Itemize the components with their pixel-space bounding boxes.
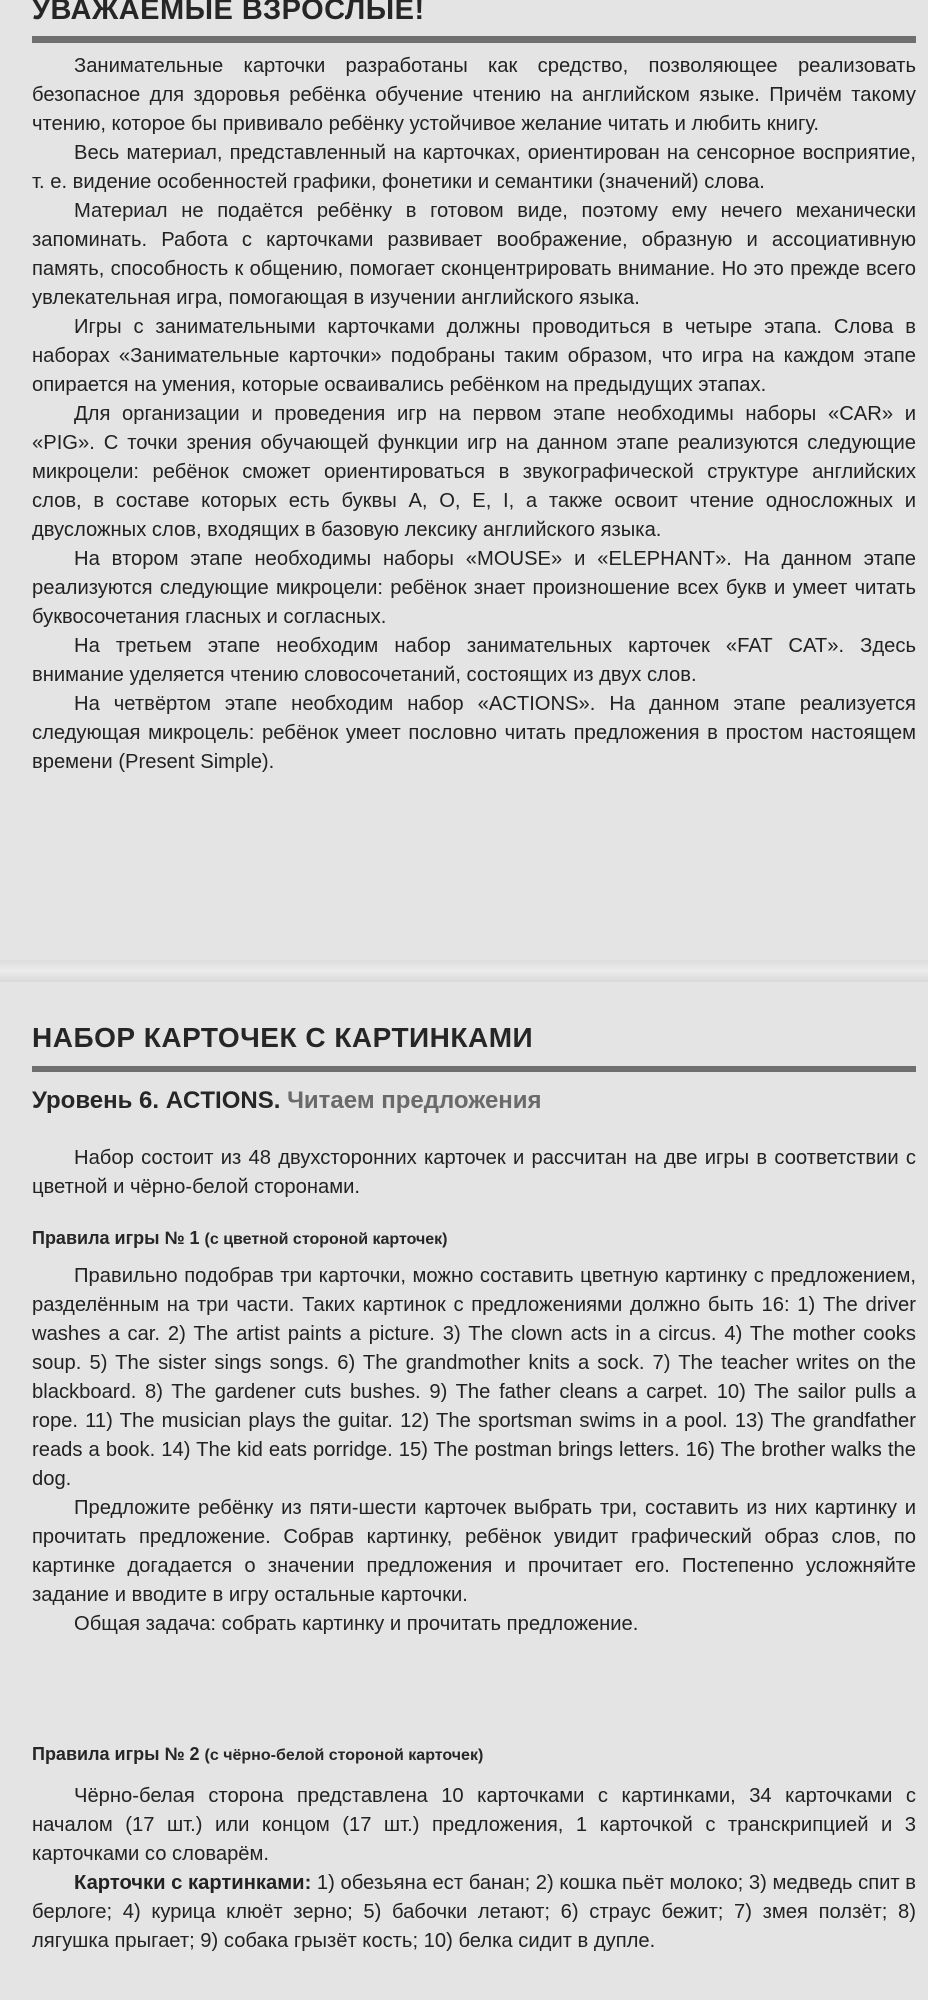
paragraph: Набор состоит из 48 двухсторонних карточек и рассчитан на две игры в соответствии с цветной и чёрно-белой сторонами. xyxy=(32,1147,916,1198)
rules1-note: (с цветной стороной карточек) xyxy=(204,1231,448,1248)
pictures-paragraph xyxy=(32,1869,916,1956)
rules2-title xyxy=(32,1744,483,1765)
level-label: Уровень 6. ACTIONS. xyxy=(32,1087,281,1114)
page-fold xyxy=(0,960,928,982)
paragraph: Игры с занимательными карточками должны проводиться в четыре этапа. Слова в наборах «Занимательные карточки» подобраны таким образом, что игра на каждом этапе опирается на умения, которые осваивались ребёнком на предыдущих этапах. xyxy=(32,316,916,396)
paragraph: Весь материал, представленный на карточках, ориентирован на сенсорное восприятие, т. е. видение особенностей графики, фонетики и семантики (значений) слова. xyxy=(32,142,916,193)
level-title xyxy=(32,1087,542,1115)
adults-text xyxy=(32,52,916,777)
paragraph: Правильно подобрав три карточки, можно составить цветную картинку с предложением, разделённым на три части. Таких картинок с предложениями должно быть 16: 1) The driver washes a car. 2) The artist paints a picture. 3) The clown acts in a circus. 4) The mother cooks soup. 5) The sister sings songs. 6) The grandmother knits a sock. 7) The teacher writes on the blackboard. 8) The gardener cuts bushes. 9) The father cleans a carpet. 10) The sailor pulls a rope. 11) The musician plays the guitar. 12) The sportsman swims in a pool. 13) The grandfather reads a book. 14) The kid eats porridge. 15) The postman brings letters. 16) The brother walks the dog. xyxy=(32,1265,916,1490)
section-title-cards: НАБОР КАРТОЧЕК С КАРТИНКАМИ xyxy=(32,1022,534,1053)
title-rule xyxy=(32,36,916,43)
rules1-heading: Правила игры № 1 xyxy=(32,1228,200,1248)
paragraph: На втором этапе необходимы наборы «MOUSE» и «ELEPHANT». На данном этапе реализуются следующие микроцели: ребёнок знает произношение всех букв и умеет читать буквосочетания гласных и согласных. xyxy=(32,548,916,628)
paragraph: Занимательные карточки разработаны как средство, позволяющее реализовать безопасное для здоровья ребёнка обучение чтению на английском языке. Причём такому чтению, которое бы прививало ребёнку устойчивое желание читать и любить книгу. xyxy=(32,55,916,135)
pictures-text: 1) обезьяна ест банан; 2) кошка пьёт молоко; 3) медведь спит в берлоге; 4) курица клюёт зерно; 5) бабочки летают; 6) страус бежит; 7) змея ползёт; 8) лягушка прыгает; 9) собака грызёт кость; 10) белка сидит в дупле. xyxy=(32,1872,916,1952)
rules1-title xyxy=(32,1228,447,1249)
paragraph: На третьем этапе необходим набор занимательных карточек «FAT CAT». Здесь внимание уделяется чтению словосочетаний, состоящих из двух слов. xyxy=(32,635,916,686)
paragraph: Материал не подаётся ребёнку в готовом виде, поэтому ему нечего механически запоминать. Работа с карточками развивает воображение, образную и ассоциативную память, способность к общению, помогает сконцентрировать внимание. Но это прежде всего увлекательная игра, помогающая в изучении английского языка. xyxy=(32,200,916,309)
rules2-heading: Правила игры № 2 xyxy=(32,1744,200,1764)
paragraph: Предложите ребёнку из пяти-шести карточек выбрать три, составить из них картинку и прочитать предложение. Собрав картинку, ребёнок увидит графический образ слов, по картинке догадается о значении предложения и прочитает его. Постепенно усложняйте задание и вводите в игру остальные карточки. xyxy=(32,1497,916,1606)
rules2-text xyxy=(32,1782,916,1956)
paragraph: Для организации и проведения игр на первом этапе необходимы наборы «CAR» и «PIG». С точки зрения обучающей функции игр на данном этапе реализуются следующие микроцели: ребёнок сможет ориентироваться в звукографической структуре английских слов, в составе которых есть буквы A, O, E, I, а также освоит чтение односложных и двусложных слов, входящих в базовую лексику английского языка. xyxy=(32,403,916,541)
pictures-lead: Карточки с картинками: xyxy=(74,1872,312,1894)
paragraph: Чёрно-белая сторона представлена 10 карточками с картинками, 34 карточками с началом (17 шт.) или концом (17 шт.) предложения, 1 карточкой с транскрипцией и 3 карточками со словарём. xyxy=(32,1785,916,1865)
level-subtitle: Читаем предложения xyxy=(287,1087,542,1114)
paragraph: Общая задача: собрать картинку и прочитать предложение. xyxy=(74,1613,639,1635)
section-title-adults: УВАЖАЕМЫЕ ВЗРОСЛЫЕ! xyxy=(32,0,425,26)
title-rule xyxy=(32,1066,916,1072)
rules2-note: (с чёрно-белой стороной карточек) xyxy=(204,1747,484,1764)
rules1-text xyxy=(32,1262,916,1639)
paragraph: На четвёртом этапе необходим набор «ACTIONS». На данном этапе реализуется следующая микроцель: ребёнок умеет пословно читать предложения в простом настоящем времени (Present Simple). xyxy=(32,693,916,773)
set-intro xyxy=(32,1144,916,1202)
